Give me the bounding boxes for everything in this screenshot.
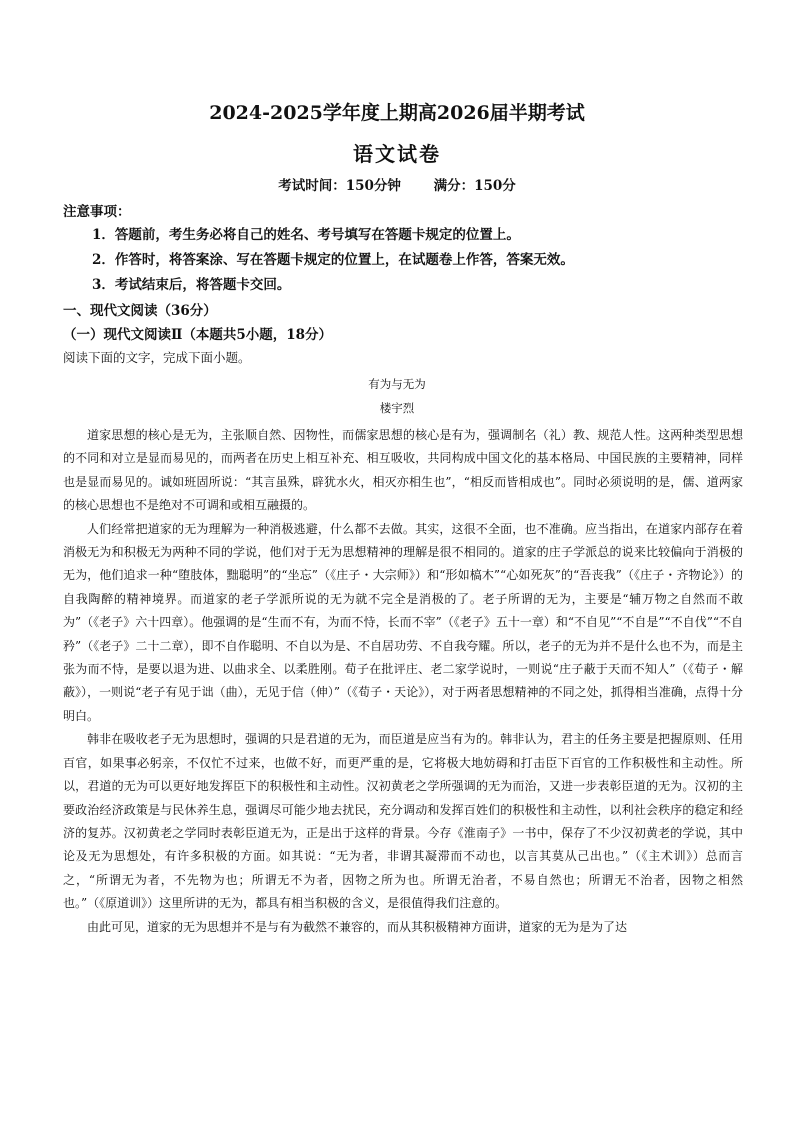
article-paragraph: 人们经常把道家的无为理解为一种消极逃避，什么都不去做。其实，这很不全面，也不准确。应当指出，在道家内部存在着消极无为和积极无为两种不同的学说，他们对于无为思想精神的理解是很不相同的。道家的庄子学派总的说来比较偏向于消极的无为，他们追求一种“堕肢体，黜聪明”的“坐忘”（《庄子・大宗师》）和“形如槁木”“心如死灰”的“吾丧我”（《庄子・齐物论》）的自我陶醉的精神境界。而道家的老子学派所说的无为就不完全是消极的了。老子所谓的无为，主要是“辅万物之自然而不敢为”（《老子》六十四章）。他强调的是“生而不有，为而不恃，长而不宰”（《老子》五十一章）和“不自见”“不自是”“不自伐”“不自矜”（《老子》二十二章），即不自作聪明、不自以为是、不自居功劳、不自我夸耀。所以，老子的无为并不是什么也不为，而是主张为而不恃，是要以退为进、以曲求全、以柔胜刚。荀子在批评庄、老二家学说时，一则说“庄子蔽于天而不知人”（《荀子・解蔽》），一则说“老子有见于诎（曲），无见于信（伸）”（《荀子・天论》），对于两者思想精神的不同之处，抓得相当准确，点得十分明白。 [63, 521, 743, 723]
article-body [63, 424, 743, 939]
exam-time: 考试时间：150分钟 [278, 178, 401, 194]
note-item: 1．答题前，考生务必将自己的姓名、考号填写在答题卡规定的位置上。 [92, 227, 520, 243]
exam-subject: 语文试卷 [353, 142, 441, 166]
exam-meta [0, 174, 794, 194]
note-item: 3．考试结束后，将答题卡交回。 [92, 277, 291, 293]
article-title: 有为与无为 [368, 377, 426, 391]
article-paragraph: 韩非在吸收老子无为思想时，强调的只是君道的无为，而臣道是应当有为的。韩非认为，君主的任务主要是把握原则、任用百官，如果事必躬亲，不仅忙不过来，也做不好，而更严重的是，它将极大地妨碍和打击臣下百官的工作积极性和主动性。所以，君道的无为可以更好地发挥臣下的积极性和主动性。汉初黄老之学所强调的无为而治，又进一步表彰臣道的无为。汉初的主要政治经济政策是与民休养生息，强调尽可能少地去扰民，充分调动和发挥百姓们的积极性和主动性，以利社会秩序的稳定和经济的复苏。汉初黄老之学同时表彰臣道无为，正是出于这样的背景。今存《淮南子》一书中，保存了不少汉初黄老的学说，其中论及无为思想处，有许多积极的方面。如其说：“无为者，非谓其凝滞而不动也，以言其莫从己出也。”（《主术训》）总而言之，“所谓无为者，不先物为也；所谓无不为者，因物之所为也。所谓无治者，不易自然也；所谓无不治者，因物之相然也。”（《原道训》）这里所讲的无为，都具有相当积极的含义，是很值得我们注意的。 [63, 732, 743, 911]
notes-heading: 注意事项： [63, 204, 131, 220]
note-item: 2．作答时，将答案涂、写在答题卡规定的位置上，在试题卷上作答，答案无效。 [92, 252, 574, 268]
exam-title: 2024-2025学年度上期高2026届半期考试 [209, 102, 585, 124]
subsection-heading: （一）现代文阅读Ⅱ（本题共5小题，18分） [63, 327, 333, 343]
section-heading: 一、现代文阅读（36分） [63, 303, 217, 319]
exam-score: 满分：150分 [433, 178, 516, 194]
article-paragraph: 由此可见，道家的无为思想并不是与有为截然不兼容的，而从其积极精神方面讲，道家的无为是为了达 [87, 919, 628, 934]
article-author: 楼宇烈 [379, 401, 415, 415]
reading-instruction: 阅读下面的文字，完成下面小题。 [63, 350, 251, 365]
article-paragraph: 道家思想的核心是无为，主张顺自然、因物性，而儒家思想的核心是有为，强调制名（礼）教、规范人性。这两种类型思想的不同和对立是显而易见的，而两者在历史上相互补充、相互吸收，共同构成中国文化的基本格局、中国民族的主要精神，同样也是显而易见的。诚如班固所说：“其言虽殊，辟犹水火，相灭亦相生也”，“相反而皆相成也”。同时必须说明的是，儒、道两家的核心思想也不是绝对不可调和或相互融摄的。 [63, 428, 743, 513]
